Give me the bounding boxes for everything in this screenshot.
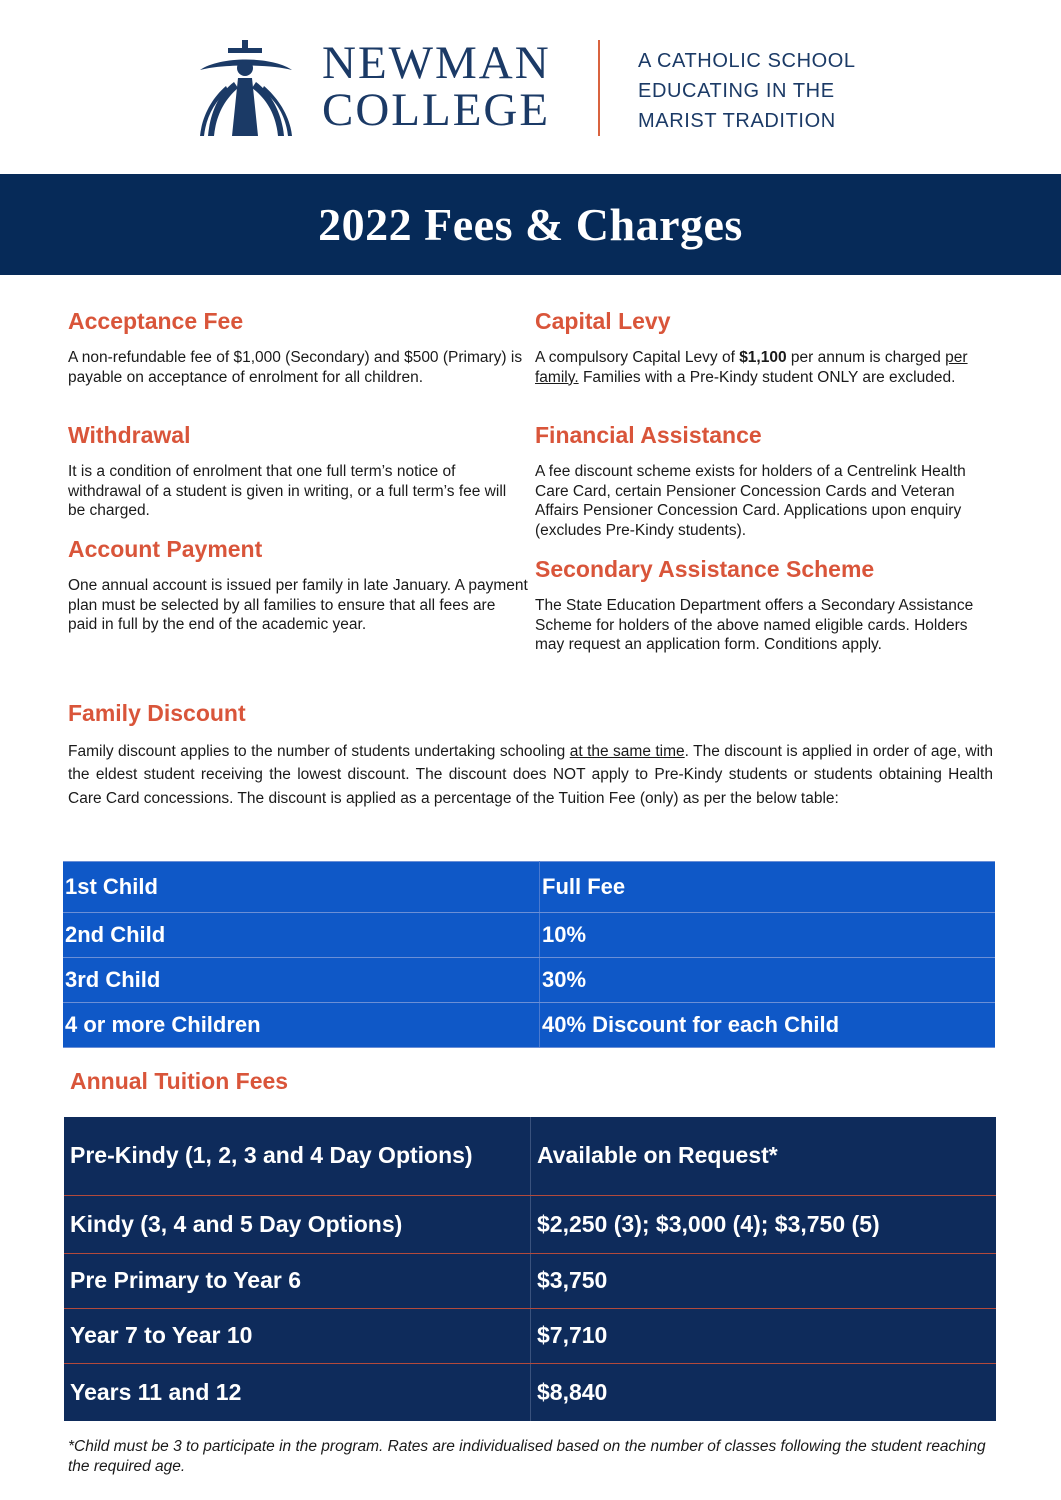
- table-row: [63, 913, 995, 958]
- newman-college-logo-icon: [198, 38, 294, 138]
- tuition-heading: Annual Tuition Fees: [70, 1068, 289, 1094]
- section-text: A non-refundable fee of $1,000 (Secondary) and $500 (Primary) is payable on acceptance of enrolment for all children.: [68, 349, 523, 386]
- title-banner: [0, 174, 1061, 275]
- tagline-line: MARIST TRADITION: [638, 110, 836, 132]
- child-cell: 1st Child: [63, 862, 540, 913]
- text-run: Families with a Pre-Kindy student ONLY are excluded.: [578, 368, 956, 386]
- section-heading: Acceptance Fee: [68, 308, 244, 334]
- account-payment-section: [68, 536, 528, 635]
- child-cell: 2nd Child: [63, 913, 540, 958]
- text-run: per annum is charged: [786, 349, 946, 366]
- fee-cell: $8,840: [537, 1378, 608, 1405]
- page-title: 2022 Fees & Charges: [318, 199, 743, 250]
- fee-cell: Available on Request*: [531, 1117, 997, 1195]
- levy-amount: $1,100: [739, 349, 787, 366]
- section-heading: Account Payment: [68, 536, 263, 562]
- text-run: . The discount is applied in order of age, with the eldest student receiving the lowest discount. The discount does NOT apply to Pre-Kindy students or students obtaining Health Care Card concessions. The discount is applied as a percentage of the Tuition Fee (only) as per the below table:: [68, 743, 993, 807]
- section-heading: Financial Assistance: [535, 422, 762, 448]
- level-cell: Pre-Kindy (1, 2, 3 and 4 Day Options): [64, 1117, 531, 1195]
- discount-cell: 40% Discount for each Child: [540, 1003, 996, 1048]
- fee-cell: $7,710: [531, 1308, 997, 1363]
- level-cell: Kindy (3, 4 and 5 Day Options): [64, 1195, 531, 1253]
- fee-cell: $2,250 (3); $3,000 (4); $3,750 (5): [531, 1195, 997, 1253]
- family-discount-section: [68, 700, 993, 810]
- table-row: [64, 1308, 996, 1363]
- discount-cell: 10%: [540, 913, 996, 958]
- text-run: Family discount applies to the number of students undertaking schooling: [68, 743, 570, 760]
- header-divider: [598, 40, 600, 136]
- text-run: A compulsory Capital Levy of: [535, 349, 740, 366]
- tagline: [638, 46, 856, 136]
- tagline-line: EDUCATING IN THE: [638, 80, 835, 102]
- child-cell: 4 or more Children: [63, 1003, 540, 1048]
- section-text: One annual account is issued per family in late January. A payment plan must be selected by all families to ensure that all fees are paid in full by the end of the academic year.: [68, 577, 528, 633]
- financial-assistance-section: [535, 422, 995, 540]
- section-heading: Withdrawal: [68, 422, 191, 448]
- level-cell: Pre Primary to Year 6: [64, 1253, 531, 1308]
- family-discount-table: [63, 861, 995, 1048]
- section-text: It is a condition of enrolment that one full term’s notice of withdrawal of a student is given in writing, or a full term’s fee will be charged.: [68, 463, 507, 519]
- section-heading: Capital Levy: [535, 308, 671, 334]
- tuition-fees-table: [64, 1117, 996, 1421]
- underlined-text: at the same time: [569, 743, 685, 760]
- table-row: [63, 1003, 995, 1048]
- section-text: The State Education Department offers a Secondary Assistance Scheme for holders of the above named eligible cards. Holders may request an application form. Conditions apply.: [535, 597, 974, 653]
- secondary-assistance-section: [535, 556, 990, 655]
- section-text: A fee discount scheme exists for holders of a Centrelink Health Care Card, certain Pensioner Concession Cards and Veteran Affairs Pensioner Concession Card. Applications upon enquiry (excludes Pre-Kindy students).: [535, 463, 966, 539]
- college-wordmark: [322, 37, 551, 136]
- fee-cell: $3,750: [531, 1253, 997, 1308]
- level-cell: Years 11 and 12: [64, 1363, 531, 1421]
- table-row: [64, 1363, 996, 1421]
- tagline-line: A CATHOLIC SCHOOL: [638, 50, 856, 72]
- table-row: [63, 862, 995, 913]
- section-text: [535, 348, 990, 387]
- footnote: *Child must be 3 to participate in the program. Rates are individualised based on the number of classes following the student reaching the required age.: [68, 1438, 986, 1475]
- discount-cell: 30%: [540, 958, 996, 1003]
- wordmark-line: COLLEGE: [322, 84, 551, 136]
- header: [0, 0, 1061, 174]
- table-row: [63, 958, 995, 1003]
- capital-levy-section: [535, 308, 990, 387]
- child-cell: 3rd Child: [63, 958, 540, 1003]
- discount-cell: Full Fee: [540, 862, 996, 913]
- table-row: [64, 1117, 996, 1195]
- table-row: [64, 1253, 996, 1308]
- wordmark-line: NEWMAN: [322, 37, 551, 89]
- level-cell: Year 7 to Year 10: [64, 1308, 531, 1363]
- section-heading: Family Discount: [68, 700, 246, 726]
- section-text: [68, 740, 993, 810]
- section-heading: Secondary Assistance Scheme: [535, 556, 875, 582]
- underlined-text: per family.: [535, 349, 968, 386]
- acceptance-fee-section: [68, 308, 526, 387]
- withdrawal-section: [68, 422, 526, 521]
- table-row: [64, 1195, 996, 1253]
